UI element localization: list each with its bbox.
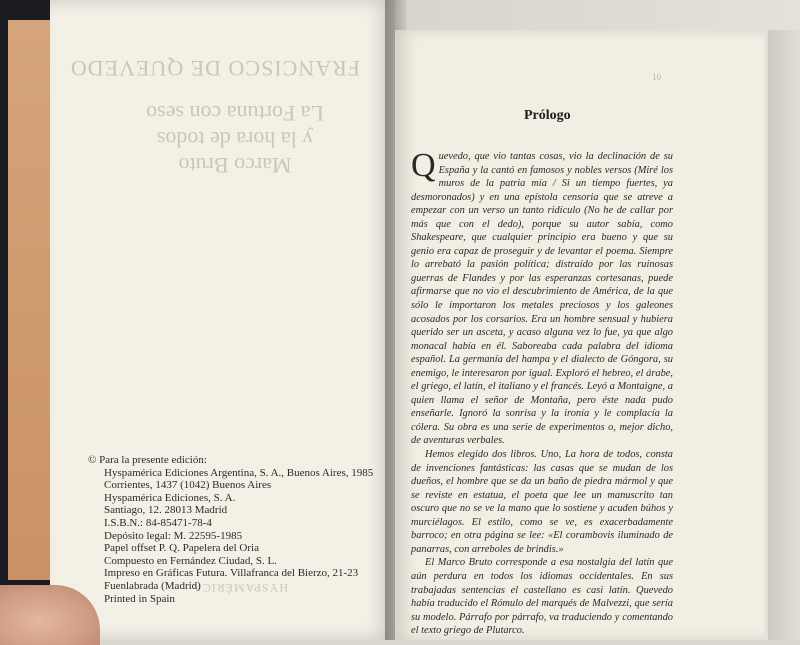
colophon-line: Hyspamérica Ediciones, S. A. [104,491,236,504]
paragraph: El Marco Bruto corresponde a esa nostalgia del latín que aún perdura en todos los idiomas occidentales. En sus trabajadas sentencias el castellano es casi latín. Quevedo había traducido el Rómulo del marqués de Malvezzi, que sería su modelo. Párrafo por párrafo, va traduciendo y comentando el texto griego de Plutarco. [411,557,673,637]
show-through-publisher: HYSPAMÉRICA [192,581,288,595]
colophon-line: Papel offset P. Q. Papelera del Oria [104,542,259,555]
show-through-title-1: La Fortuna con seso [146,101,324,126]
colophon-line: Santiago, 12. 28013 Madrid [104,504,228,517]
paragraph [411,147,673,448]
prologue-text [411,147,673,638]
colophon-line: I.S.B.N.: 84-85471-78-4 [104,516,212,529]
drop-cap: Q [411,147,436,184]
colophon [88,454,378,605]
colophon-line: Depósito legal: M. 22595-1985 [104,529,243,542]
show-through-title-3: Marco Bruto [178,153,292,178]
colophon-line: Impreso en Gráficas Futura. Villafranca del Bierzo, 21-23 [104,567,359,580]
chapter-title: Prólogo [524,108,571,123]
colophon-line: Printed in Spain [104,592,175,605]
show-through-title-2: y la hora de todos [156,127,314,152]
paragraph: Hemos elegido dos libros. Uno, La hora de todos, consta de invenciones fantásticas: las casas que se mudan de los dueños, el hombre que se da un baño de piedra mármol y que se reviste en estatua, el poeta que lee un manuscrito tan oscuro que no se ve la mano que lo sostiene y acuden búhos y murciélagos. El estilo, como se ve, es exacerbadamente barroco; en otra página se lee: «El corambovis iluminado de panarras, con arreboles de brindis.» [411,449,673,555]
colophon-line: Fuenlabrada (Madrid) [104,579,201,592]
colophon-line: Compuesto en Fernández Ciudad, S. L. [104,554,277,567]
page-number: 10 [652,72,661,82]
colophon-line: © Para la presente edición: [88,454,207,466]
colophon-line: Hyspamérica Ediciones Argentina, S. A., Buenos Aires, 1985 [104,466,374,479]
paragraph-text: uevedo, que vio tantas cosas, vio la declinación de su España y la cantó en famosos y nobles versos (Miré los muros de la patria mía / Si un tiempo fuertes, ya desmoronados) y en una epístola censoria que se atreve a empezar con un verso un tanto ridículo (No he de callar por más que con el dedo), porque su autor sabía, como Shakespeare, que cualquier principio era bueno y que su genio era capaz de proseguir y de levantar el poema. Siempre lo arrebató la pasión política; distraído por las ruinosas guerras de Flandes y por las esperanzas cortesanas, puede afirmarse que no vio el descubrimiento de América, de la que sólo le importaron los metales preciosos y los galeones acosados por los corsarios. Era un hombre sensual y hubiera querido ser un asceta, y acaso alguna vez lo fue, ya que algo monacal había en él. Saboreaba cada palabra del idioma español. La germanía del hampa y el dialecto de Góngora, su enemigo, le interesaron por igual. Exploró el hebreo, el árabe, el griego, el latín, el italiano y el francés. Leyó a Montaigne, a quien llama el señor de Montaña, pero éste nada pudo enseñarle. Ignoró la sonrisa y la ironía y le complacía la cólera. Su obra es una serie de experimentos o, mejor dicho, de aventuras verbales. [411,151,673,447]
colophon-line: Corrientes, 1437 (1042) Buenos Aires [104,479,272,492]
page-edge [768,30,800,640]
show-through-author: FRANCISCO DE QUEVEDO [69,56,360,81]
